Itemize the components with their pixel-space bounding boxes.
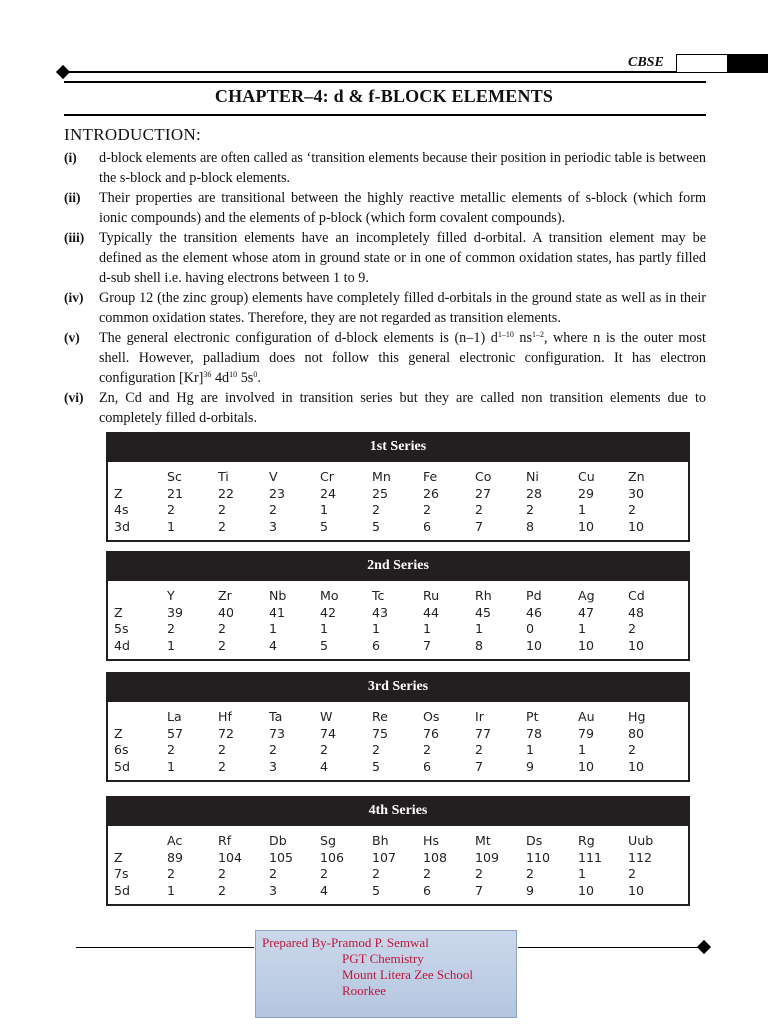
element-column bbox=[475, 469, 492, 535]
element-value: 89 bbox=[167, 849, 184, 865]
element-value: 79 bbox=[578, 725, 595, 741]
element-value: 0 bbox=[526, 621, 535, 636]
element-symbol: Mt bbox=[475, 833, 491, 848]
element-value: 1 bbox=[578, 502, 587, 517]
element-value: 2 bbox=[320, 742, 329, 757]
element-value: 2 bbox=[269, 502, 278, 517]
element-value: 1 bbox=[269, 621, 278, 636]
element-value: 104 bbox=[218, 849, 243, 865]
element-value: 72 bbox=[218, 725, 235, 741]
element-symbol: Bh bbox=[372, 833, 389, 848]
element-value: 6 bbox=[372, 637, 381, 653]
element-symbol: Zn bbox=[628, 469, 645, 484]
element-value: 111 bbox=[578, 849, 603, 865]
row-label bbox=[114, 588, 130, 605]
element-column bbox=[578, 469, 595, 535]
element-column bbox=[320, 833, 344, 899]
element-symbol: Re bbox=[372, 709, 388, 724]
row-label: 4s bbox=[114, 502, 129, 517]
header-diamond-icon bbox=[56, 65, 70, 79]
row-labels bbox=[114, 588, 130, 654]
row-label: 5d bbox=[114, 882, 131, 898]
element-value: 2 bbox=[475, 502, 484, 517]
element-value: 10 bbox=[628, 518, 645, 534]
element-symbol: Ru bbox=[423, 588, 440, 603]
element-value: 1 bbox=[475, 621, 484, 636]
element-value: 109 bbox=[475, 849, 500, 865]
config-text-f: . bbox=[257, 370, 261, 386]
element-value: 10 bbox=[578, 518, 595, 534]
kr-sup: 36 bbox=[203, 370, 212, 379]
element-symbol: Ag bbox=[578, 588, 595, 603]
element-column bbox=[628, 588, 645, 654]
element-value: 7 bbox=[423, 637, 432, 653]
config-text-e: 5s bbox=[237, 370, 254, 386]
row-label: 7s bbox=[114, 866, 129, 881]
point-label: (iii) bbox=[64, 230, 85, 245]
series-table-4 bbox=[106, 796, 690, 906]
series-title: 1st Series bbox=[106, 432, 690, 462]
element-symbol: Zr bbox=[218, 588, 232, 603]
element-value: 2 bbox=[628, 866, 637, 881]
title-top-rule bbox=[64, 81, 706, 83]
element-value: 3 bbox=[269, 758, 278, 774]
series-table-2 bbox=[106, 551, 690, 661]
element-value: 112 bbox=[628, 849, 653, 865]
element-value: 6 bbox=[423, 882, 432, 898]
element-value: 2 bbox=[218, 502, 227, 517]
row-label: Z bbox=[114, 849, 123, 865]
element-column bbox=[423, 833, 447, 899]
element-column bbox=[526, 469, 542, 535]
element-value: 10 bbox=[628, 882, 645, 898]
element-value: 78 bbox=[526, 725, 543, 741]
element-symbol: Au bbox=[578, 709, 595, 724]
element-column bbox=[218, 833, 242, 899]
footer-rule-right bbox=[518, 947, 702, 948]
element-column bbox=[320, 588, 339, 654]
element-value: 110 bbox=[526, 849, 551, 865]
element-column bbox=[526, 588, 542, 654]
element-value: 9 bbox=[526, 758, 535, 774]
element-column bbox=[475, 588, 492, 654]
element-symbol: Uub bbox=[628, 833, 654, 848]
row-label: 4d bbox=[114, 637, 131, 653]
element-symbol: Sc bbox=[167, 469, 182, 484]
element-column bbox=[372, 833, 396, 899]
element-symbol: Ds bbox=[526, 833, 543, 848]
element-value: 26 bbox=[423, 485, 440, 501]
element-value: 2 bbox=[218, 866, 227, 881]
element-value: 2 bbox=[218, 637, 227, 653]
element-value: 77 bbox=[475, 725, 492, 741]
element-value: 30 bbox=[628, 485, 645, 501]
point-label: (vi) bbox=[64, 390, 84, 405]
element-value: 27 bbox=[475, 485, 492, 501]
element-value: 2 bbox=[475, 742, 484, 757]
element-symbol: Y bbox=[167, 588, 175, 603]
element-value: 25 bbox=[372, 485, 389, 501]
element-column bbox=[526, 709, 542, 775]
element-value: 1 bbox=[320, 502, 329, 517]
row-label: 5s bbox=[114, 621, 129, 636]
author-city: Roorkee bbox=[342, 983, 387, 998]
element-value: 10 bbox=[578, 758, 595, 774]
point-iv bbox=[64, 288, 706, 328]
row-label bbox=[114, 469, 130, 486]
element-column bbox=[423, 709, 439, 775]
element-symbol: Mo bbox=[320, 588, 339, 603]
element-value: 3 bbox=[269, 518, 278, 534]
pd-5s-sup: 0 bbox=[253, 370, 258, 379]
config-text-d: 4d bbox=[211, 370, 230, 386]
element-value: 2 bbox=[218, 882, 227, 898]
element-value: 5 bbox=[320, 637, 329, 653]
element-value: 46 bbox=[526, 604, 543, 620]
element-value: 2 bbox=[526, 502, 535, 517]
element-column bbox=[526, 833, 550, 899]
row-labels bbox=[114, 833, 130, 899]
series-body bbox=[106, 462, 690, 542]
row-label: Z bbox=[114, 725, 123, 741]
header-rule bbox=[64, 71, 706, 73]
element-value: 2 bbox=[320, 866, 329, 881]
element-symbol: Rf bbox=[218, 833, 232, 848]
element-value: 42 bbox=[320, 604, 337, 620]
element-column bbox=[372, 709, 388, 775]
element-value: 2 bbox=[269, 866, 278, 881]
element-column bbox=[320, 709, 336, 775]
series-title: 2nd Series bbox=[106, 551, 690, 581]
element-column bbox=[269, 833, 293, 899]
row-label: 6s bbox=[114, 742, 129, 757]
row-labels bbox=[114, 469, 130, 535]
element-symbol: Hs bbox=[423, 833, 440, 848]
element-column bbox=[269, 709, 285, 775]
element-value: 3 bbox=[269, 882, 278, 898]
element-column bbox=[218, 469, 234, 535]
element-value: 108 bbox=[423, 849, 448, 865]
element-value: 10 bbox=[578, 637, 595, 653]
series-title: 3rd Series bbox=[106, 672, 690, 702]
row-label: 5d bbox=[114, 758, 131, 774]
row-label: 3d bbox=[114, 518, 131, 534]
point-text: Group 12 (the zinc group) elements have completely filled d-orbitals in the ground state as well as in their common oxidation states. Therefore, they are not regarded as transition elements. bbox=[99, 290, 706, 326]
point-label: (ii) bbox=[64, 190, 81, 205]
element-value: 80 bbox=[628, 725, 645, 741]
chapter-title: CHAPTER–4: d & f-BLOCK ELEMENTS bbox=[214, 86, 554, 106]
point-vi bbox=[64, 388, 706, 428]
element-symbol: Cr bbox=[320, 469, 334, 484]
element-value: 47 bbox=[578, 604, 595, 620]
element-symbol: Ti bbox=[218, 469, 229, 484]
element-symbol: Cu bbox=[578, 469, 595, 484]
element-column bbox=[423, 469, 439, 535]
element-symbol: Tc bbox=[372, 588, 385, 603]
element-value: 1 bbox=[320, 621, 329, 636]
author-designation: PGT Chemistry bbox=[342, 951, 424, 966]
series-table-3 bbox=[106, 672, 690, 782]
element-value: 2 bbox=[628, 502, 637, 517]
element-column bbox=[218, 588, 234, 654]
element-value: 2 bbox=[218, 758, 227, 774]
element-value: 9 bbox=[526, 882, 535, 898]
element-value: 10 bbox=[628, 637, 645, 653]
element-symbol: Rh bbox=[475, 588, 492, 603]
element-value: 57 bbox=[167, 725, 184, 741]
title-bottom-rule bbox=[64, 114, 706, 116]
element-value: 5 bbox=[372, 882, 381, 898]
element-symbol: Pd bbox=[526, 588, 542, 603]
element-value: 2 bbox=[167, 502, 176, 517]
author-line: Prepared By-Pramod P. Semwal bbox=[262, 935, 429, 950]
point-text: Zn, Cd and Hg are involved in transition series but they are called non transition elements due to completely filled d-orbitals. bbox=[99, 390, 706, 426]
element-value: 76 bbox=[423, 725, 440, 741]
point-text: Typically the transition elements have an incompletely filled d-orbital. A transition element may be defined as the element whose atom in ground state or in one of common oxidation states, has partly filled d-sub shell i.e. having electrons between 1 to 9. bbox=[99, 230, 706, 286]
header-page-box bbox=[676, 54, 728, 73]
element-value: 2 bbox=[167, 742, 176, 757]
element-symbol: Nb bbox=[269, 588, 287, 603]
element-value: 1 bbox=[578, 742, 587, 757]
element-symbol: Rg bbox=[578, 833, 595, 848]
element-value: 2 bbox=[269, 742, 278, 757]
element-value: 1 bbox=[372, 621, 381, 636]
element-value: 2 bbox=[218, 621, 227, 636]
element-value: 1 bbox=[526, 742, 535, 757]
element-value: 74 bbox=[320, 725, 337, 741]
element-value: 7 bbox=[475, 758, 484, 774]
element-value: 105 bbox=[269, 849, 294, 865]
element-value: 5 bbox=[372, 758, 381, 774]
element-symbol: Ni bbox=[526, 469, 539, 484]
config-text-b: ns bbox=[513, 330, 532, 346]
element-value: 48 bbox=[628, 604, 645, 620]
element-value: 4 bbox=[320, 882, 329, 898]
element-column bbox=[372, 588, 388, 654]
element-symbol: Fe bbox=[423, 469, 438, 484]
element-column bbox=[167, 588, 183, 654]
series-body bbox=[106, 581, 690, 661]
element-value: 24 bbox=[320, 485, 337, 501]
element-value: 2 bbox=[372, 502, 381, 517]
element-value: 7 bbox=[475, 882, 484, 898]
element-value: 107 bbox=[372, 849, 397, 865]
element-value: 6 bbox=[423, 758, 432, 774]
board-tag: CBSE bbox=[628, 55, 664, 70]
element-value: 40 bbox=[218, 604, 235, 620]
element-symbol: Db bbox=[269, 833, 287, 848]
element-symbol: Cd bbox=[628, 588, 645, 603]
config-sup-d: 1–10 bbox=[497, 330, 514, 339]
element-column bbox=[475, 833, 499, 899]
config-text-c: , where n is the outer most shell. However, palladium does not follow this general electronic configuration. It has electron configuration [Kr] bbox=[99, 330, 706, 386]
series-body bbox=[106, 826, 690, 906]
series-table-1 bbox=[106, 432, 690, 542]
element-column bbox=[167, 469, 183, 535]
element-value: 44 bbox=[423, 604, 440, 620]
element-value: 7 bbox=[475, 518, 484, 534]
element-value: 2 bbox=[372, 866, 381, 881]
element-value: 2 bbox=[218, 742, 227, 757]
row-label: Z bbox=[114, 485, 123, 501]
element-value: 28 bbox=[526, 485, 543, 501]
element-symbol: V bbox=[269, 469, 278, 484]
element-column bbox=[578, 833, 602, 899]
element-value: 4 bbox=[320, 758, 329, 774]
element-value: 1 bbox=[578, 621, 587, 636]
element-column bbox=[423, 588, 439, 654]
footer-diamond-icon bbox=[697, 940, 711, 954]
element-column bbox=[628, 709, 645, 775]
row-label bbox=[114, 709, 130, 726]
element-value: 2 bbox=[372, 742, 381, 757]
row-labels bbox=[114, 709, 130, 775]
series-title: 4th Series bbox=[106, 796, 690, 826]
element-value: 75 bbox=[372, 725, 389, 741]
element-column bbox=[218, 709, 234, 775]
point-label: (i) bbox=[64, 150, 77, 165]
point-text bbox=[99, 328, 706, 388]
element-symbol: Hg bbox=[628, 709, 646, 724]
element-value: 1 bbox=[423, 621, 432, 636]
element-value: 2 bbox=[423, 742, 432, 757]
element-value: 2 bbox=[628, 742, 637, 757]
row-label: Z bbox=[114, 604, 123, 620]
element-value: 2 bbox=[423, 866, 432, 881]
element-symbol: Os bbox=[423, 709, 440, 724]
element-value: 10 bbox=[526, 637, 543, 653]
series-body bbox=[106, 702, 690, 782]
point-text: d-block elements are often called as ‘transition elements because their position in periodic table is between the s-block and p-block elements. bbox=[99, 150, 706, 186]
element-value: 2 bbox=[526, 866, 535, 881]
element-column bbox=[628, 833, 653, 899]
element-column bbox=[475, 709, 491, 775]
element-value: 2 bbox=[167, 621, 176, 636]
element-value: 8 bbox=[475, 637, 484, 653]
element-value: 10 bbox=[628, 758, 645, 774]
point-iii bbox=[64, 228, 706, 288]
point-label: (iv) bbox=[64, 290, 84, 305]
element-value: 6 bbox=[423, 518, 432, 534]
element-column bbox=[578, 709, 595, 775]
element-value: 43 bbox=[372, 604, 389, 620]
element-value: 39 bbox=[167, 604, 184, 620]
element-value: 4 bbox=[269, 637, 278, 653]
element-symbol: Hf bbox=[218, 709, 232, 724]
element-symbol: W bbox=[320, 709, 333, 724]
element-value: 29 bbox=[578, 485, 595, 501]
point-ii bbox=[64, 188, 706, 228]
element-value: 2 bbox=[423, 502, 432, 517]
element-value: 1 bbox=[167, 882, 176, 898]
config-sup-s: 1–2 bbox=[531, 330, 544, 339]
element-column bbox=[578, 588, 595, 654]
row-label bbox=[114, 833, 130, 850]
element-column bbox=[628, 469, 645, 535]
element-symbol: La bbox=[167, 709, 182, 724]
element-symbol: Ta bbox=[269, 709, 283, 724]
point-text: Their properties are transitional between the highly reactive metallic elements of s-block (which form ionic compounds) and the elements of p-block (which form covalent compounds). bbox=[99, 190, 706, 226]
element-column bbox=[167, 833, 183, 899]
element-column bbox=[372, 469, 391, 535]
element-symbol: Sg bbox=[320, 833, 336, 848]
element-column bbox=[167, 709, 183, 775]
element-value: 22 bbox=[218, 485, 235, 501]
header-black-bar bbox=[728, 54, 768, 73]
element-symbol: Ac bbox=[167, 833, 183, 848]
element-value: 1 bbox=[167, 758, 176, 774]
element-value: 5 bbox=[320, 518, 329, 534]
element-column bbox=[269, 588, 286, 654]
element-column bbox=[269, 469, 285, 535]
element-value: 2 bbox=[218, 518, 227, 534]
element-value: 2 bbox=[167, 866, 176, 881]
element-symbol: Ir bbox=[475, 709, 484, 724]
element-value: 21 bbox=[167, 485, 184, 501]
element-value: 23 bbox=[269, 485, 286, 501]
element-value: 1 bbox=[167, 637, 176, 653]
element-value: 1 bbox=[578, 866, 587, 881]
element-symbol: Pt bbox=[526, 709, 539, 724]
element-value: 2 bbox=[628, 621, 637, 636]
author-school: Mount Litera Zee School bbox=[342, 967, 474, 982]
point-label: (v) bbox=[64, 330, 80, 345]
element-value: 5 bbox=[372, 518, 381, 534]
element-column bbox=[320, 469, 336, 535]
element-value: 8 bbox=[526, 518, 535, 534]
element-value: 10 bbox=[578, 882, 595, 898]
element-value: 1 bbox=[167, 518, 176, 534]
intro-heading: INTRODUCTION: bbox=[64, 125, 202, 144]
element-value: 106 bbox=[320, 849, 345, 865]
element-value: 73 bbox=[269, 725, 286, 741]
element-value: 41 bbox=[269, 604, 286, 620]
element-symbol: Mn bbox=[372, 469, 391, 484]
footer-rule-left bbox=[76, 947, 254, 948]
point-v bbox=[64, 328, 706, 388]
element-value: 45 bbox=[475, 604, 492, 620]
pd-4d-sup: 10 bbox=[229, 370, 238, 379]
element-symbol: Co bbox=[475, 469, 492, 484]
point-i bbox=[64, 148, 706, 188]
intro-points bbox=[64, 148, 706, 428]
element-value: 2 bbox=[475, 866, 484, 881]
config-text-a: The general electronic configuration of d-block elements is (n–1) d bbox=[99, 330, 498, 346]
